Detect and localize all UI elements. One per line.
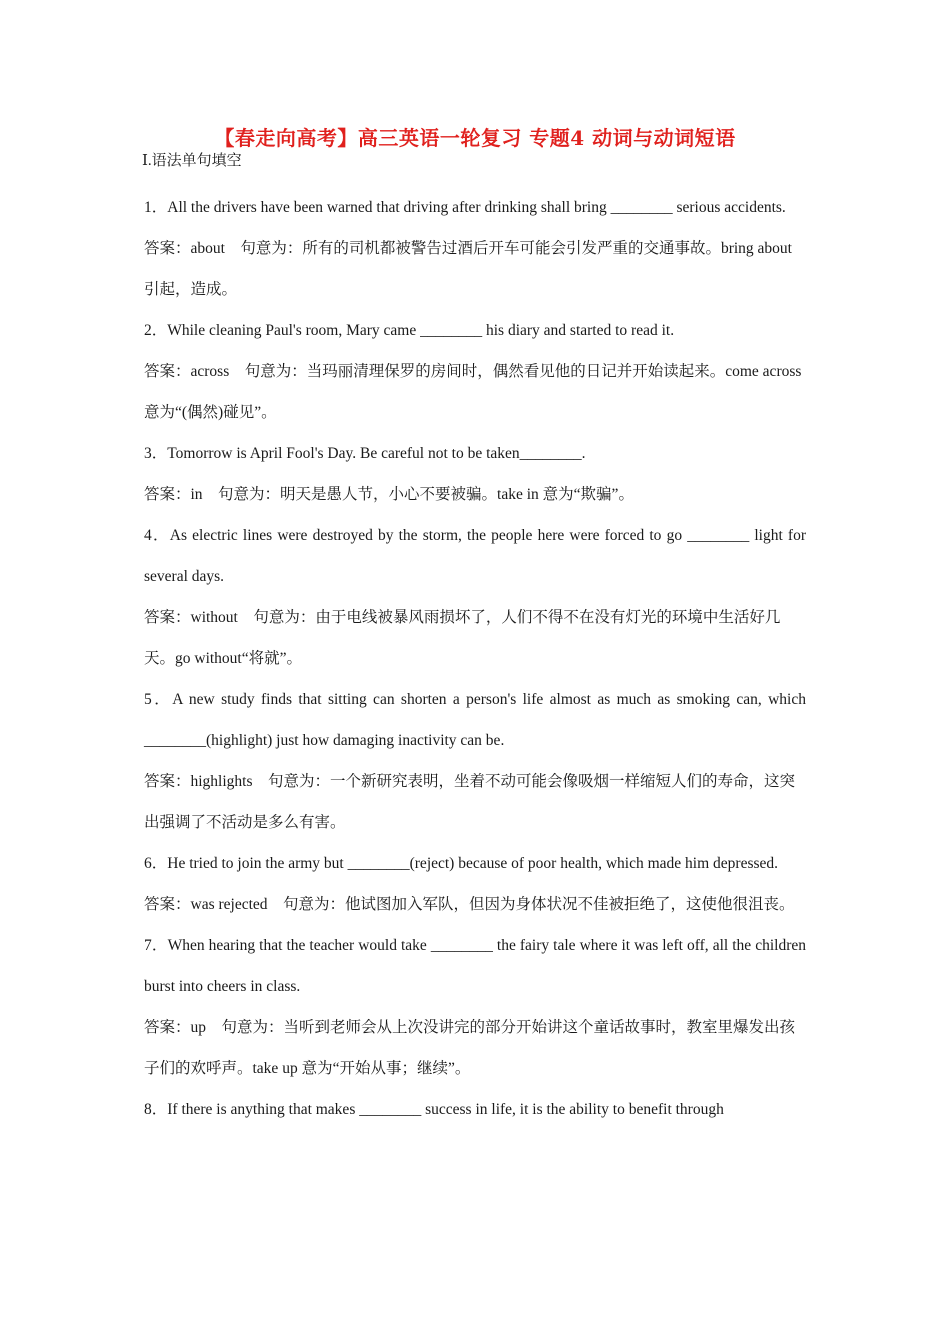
question-4: 4．As electric lines were destroyed by the storm, the people here were forced to go ________ light for several days. [144,527,806,585]
question-8: 8．If there is anything that makes ________ success in life, it is the ability to benefit through [144,1101,724,1118]
answer-1: 答案：about 句意为：所有的司机都被警告过酒后开车可能会引发严重的交通事故。bring about 引起，造成。 [144,240,792,298]
answer-7: 答案：up 句意为：当听到老师会从上次没讲完的部分开始讲这个童话故事时，教室里爆发出孩子们的欢呼声。take up 意为“开始从事；继续”。 [144,1019,796,1077]
question-5: 5．A new study finds that sitting can shorten a person's life almost as much as smoking can, which ________(highlight) just how damaging inactivity can be. [144,691,806,749]
document-title: 【春走向高考】高三英语一轮复习 专题4 动词与动词短语 [214,126,736,150]
answer-3: 答案：in 句意为：明天是愚人节，小心不要被骗。take in 意为“欺骗”。 [144,486,634,503]
answer-6: 答案：was rejected 句意为：他试图加入军队，但因为身体状况不佳被拒绝了，这使他很沮丧。 [144,896,795,913]
section-heading: Ⅰ.语法单句填空 [142,153,242,169]
answer-4: 答案：without 句意为：由于电线被暴风雨损坏了，人们不得不在没有灯光的环境中生活好几天。go without“将就”。 [144,609,781,667]
question-7: 7．When hearing that the teacher would take ________ the fairy tale where it was left off, all the children burst into cheers in class. [144,937,806,995]
question-2: 2．While cleaning Paul's room, Mary came ________ his diary and started to read it. [144,322,675,339]
question-3: 3．Tomorrow is April Fool's Day. Be careful not to be taken________. [144,445,586,462]
answer-5: 答案：highlights 句意为：一个新研究表明，坐着不动可能会像吸烟一样缩短人们的寿命，这突出强调了不活动是多么有害。 [144,773,796,831]
question-1: 1．All the drivers have been warned that driving after drinking shall bring ________ serious accidents. [144,199,786,216]
document-body [144,150,806,1130]
question-6: 6．He tried to join the army but ________(reject) because of poor health, which made him depressed. [144,855,779,872]
answer-2: 答案：across 句意为：当玛丽清理保罗的房间时，偶然看见他的日记并开始读起来。come across 意为“(偶然)碰见”。 [144,363,802,421]
